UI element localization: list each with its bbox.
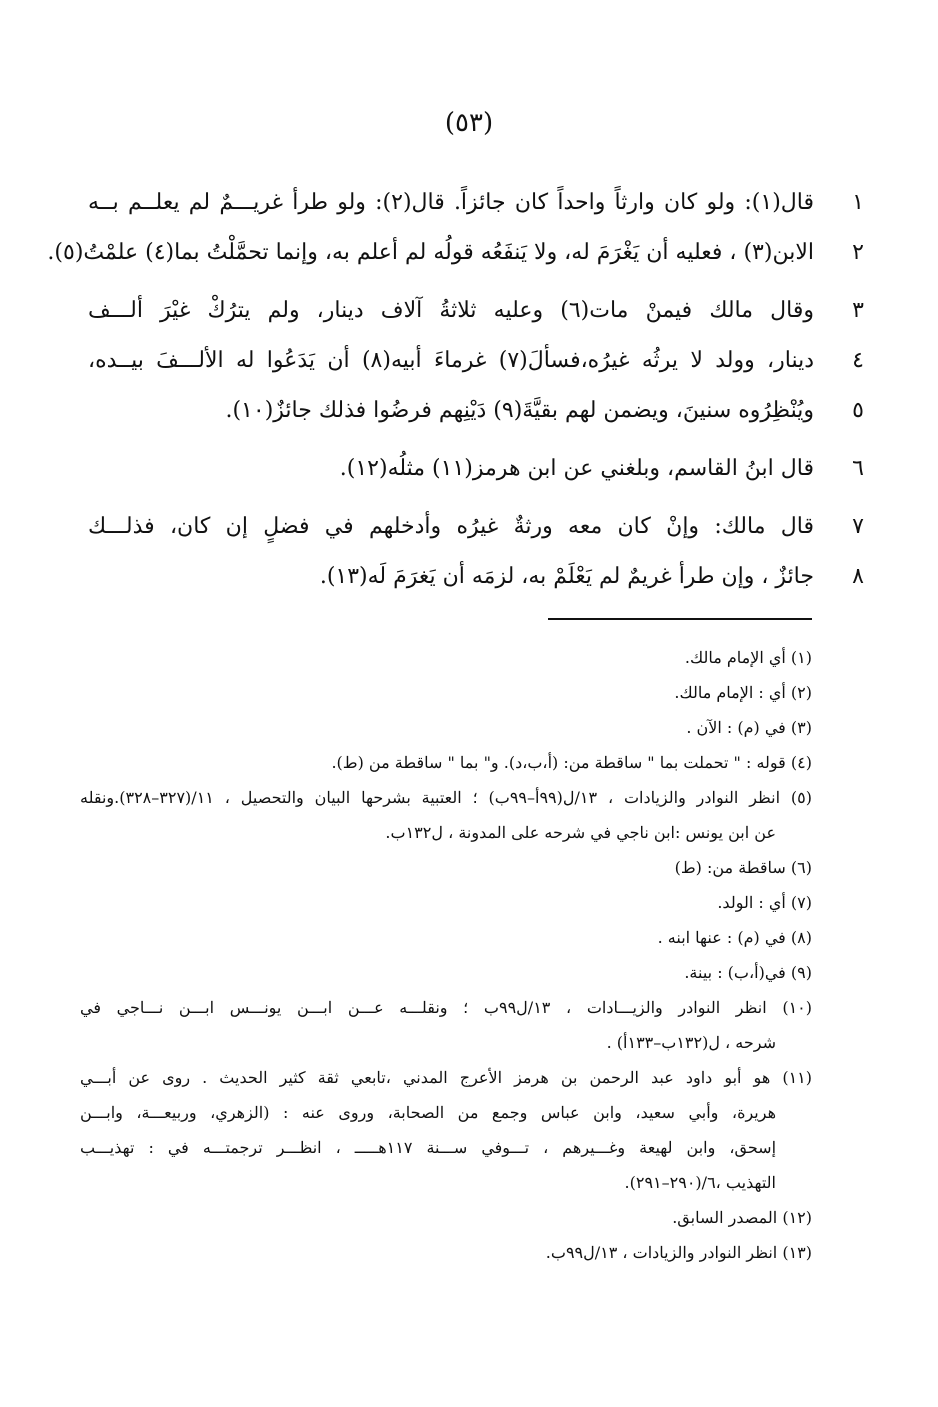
footnote-7: (٧) أي : الولد. (717, 893, 812, 912)
text-line-8 (88, 552, 878, 602)
main-text (47, 178, 878, 602)
footnote-8: (٨) في (م) : عنها ابنه . (657, 928, 812, 947)
line-number: ٦ (852, 456, 864, 481)
footnotes (80, 640, 812, 1270)
text-line-3 (88, 286, 878, 336)
text-line-7 (88, 502, 878, 552)
line-text: قال(١): ولو كان وارثاً واحداً كان جائزاً. قال(٢): ولو طرأ غريـــمٌ لم يعلــم بــه (88, 190, 814, 215)
line-text: قال مالك: وإنْ كان معه ورثةٌ غيرُه وأدخلهم في فضلٍ إن كان، فذلـــك (88, 514, 814, 539)
footnote-divider (548, 618, 812, 620)
footnote-5-continued: عن ابن يونس :ابن ناجي في شرحه على المدونة ، ل١٣٢ب. (385, 823, 776, 842)
line-text: قال ابنُ القاسم، وبلغني عن ابن هرمز(١١) مثلُه(١٢). (339, 456, 814, 481)
text-line-1 (88, 178, 878, 228)
line-text: جائزٌ ، وإن طرأ غريمٌ لم يَعْلَمْ به، لزمَه أن يَغرَمَ لَه(١٣). (319, 564, 814, 589)
line-number: ٥ (852, 398, 864, 423)
footnote-11-continued: هريرة، وأبي سعيد، وابن عباس وجمع من الصحابة، وروى عنه : (الزهري، وربيعـــة، وابـــن (80, 1103, 776, 1122)
footnote-5: (٥) انظر النوادر والزيادات ، ١٣/ل(٩٩أ–٩٩ب) ؛ العتبية بشرحها البيان والتحصيل ، ١١/(٣٢٧–٣٢٨).ونقله (80, 788, 812, 807)
line-text: وقال مالك فيمنْ مات(٦) وعليه ثلاثةُ آلاف دينار، ولم يترُكْ غيْرَ ألـــف (88, 298, 814, 323)
footnote-13: (١٣) انظر النوادر والزيادات ، ١٣/ل٩٩ب. (545, 1243, 812, 1262)
footnote-11-continued: التهذيب ،٦/(٢٩٠–٢٩١). (624, 1173, 776, 1192)
page-number: (٥٣) (444, 108, 494, 138)
line-number: ٣ (852, 298, 864, 323)
text-line-2 (47, 228, 878, 278)
footnote-1: (١) أي الإمام مالك. (684, 648, 812, 667)
footnote-6: (٦) ساقطة من: (ط) (674, 858, 812, 877)
text-line-4 (88, 336, 878, 386)
line-number: ٧ (852, 514, 864, 539)
footnote-2: (٢) أي : الإمام مالك. (674, 683, 812, 702)
footnote-12: (١٢) المصدر السابق. (672, 1208, 812, 1227)
footnote-11: (١١) هو أبو داود عبد الرحمن بن هرمز الأعرج المدني ،تابعي ثقة كثير الحديث . روى عن أبـــي (80, 1068, 812, 1087)
line-number: ٨ (852, 564, 864, 589)
footnote-10: (١٠) انظر النوادر والزيـــادات ، ١٣/ل٩٩ب ؛ ونقلـــه عـــن ابـــن يونـــس ابـــن نـــاجي في (80, 998, 812, 1017)
line-number: ١ (852, 190, 864, 215)
line-number: ٢ (852, 240, 864, 265)
footnote-3: (٣) في (م) : الآن . (686, 718, 812, 737)
line-text: دينار، وولد لا يرثُه غيرُه،فسألَ(٧) غرماءَ أبيه(٨) أن يَدَعُوا له الألـــفَ بيــده، (88, 348, 815, 373)
footnote-10-continued: شرحه ، ل(١٣٢ب–١٣٣أ) . (606, 1033, 776, 1052)
line-text: ويُنْظِرُوه سنينَ، ويضمن لهم بقيَّةَ(٩) دَيْنِهم فرضُوا فذلك جائزٌ(١٠). (225, 398, 814, 423)
text-line-6 (88, 444, 878, 494)
line-text: الابن(٣) ، فعليه أن يَغْرَمَ له، ولا يَنفَعُه قولُه لم أعلم به، وإنما تحمَّلْتُ بما(٤) علمْتُ(٥). (47, 240, 814, 265)
footnote-4: (٤) قوله : " تحملت بما " ساقطة من: (أ،ب،د). و" بما " ساقطة من (ط). (331, 753, 812, 772)
line-number: ٤ (852, 348, 864, 373)
text-line-5 (88, 386, 878, 436)
footnote-9: (٩) في(أ،ب) : بينة. (684, 963, 812, 982)
footnote-11-continued: إسحق، وابن لهيعة وغـــيرهم ، تـــوفي ســـنة ١١٧هـــــ ، انظـــر ترجمتـــه في : تهذيـــب (80, 1138, 777, 1157)
